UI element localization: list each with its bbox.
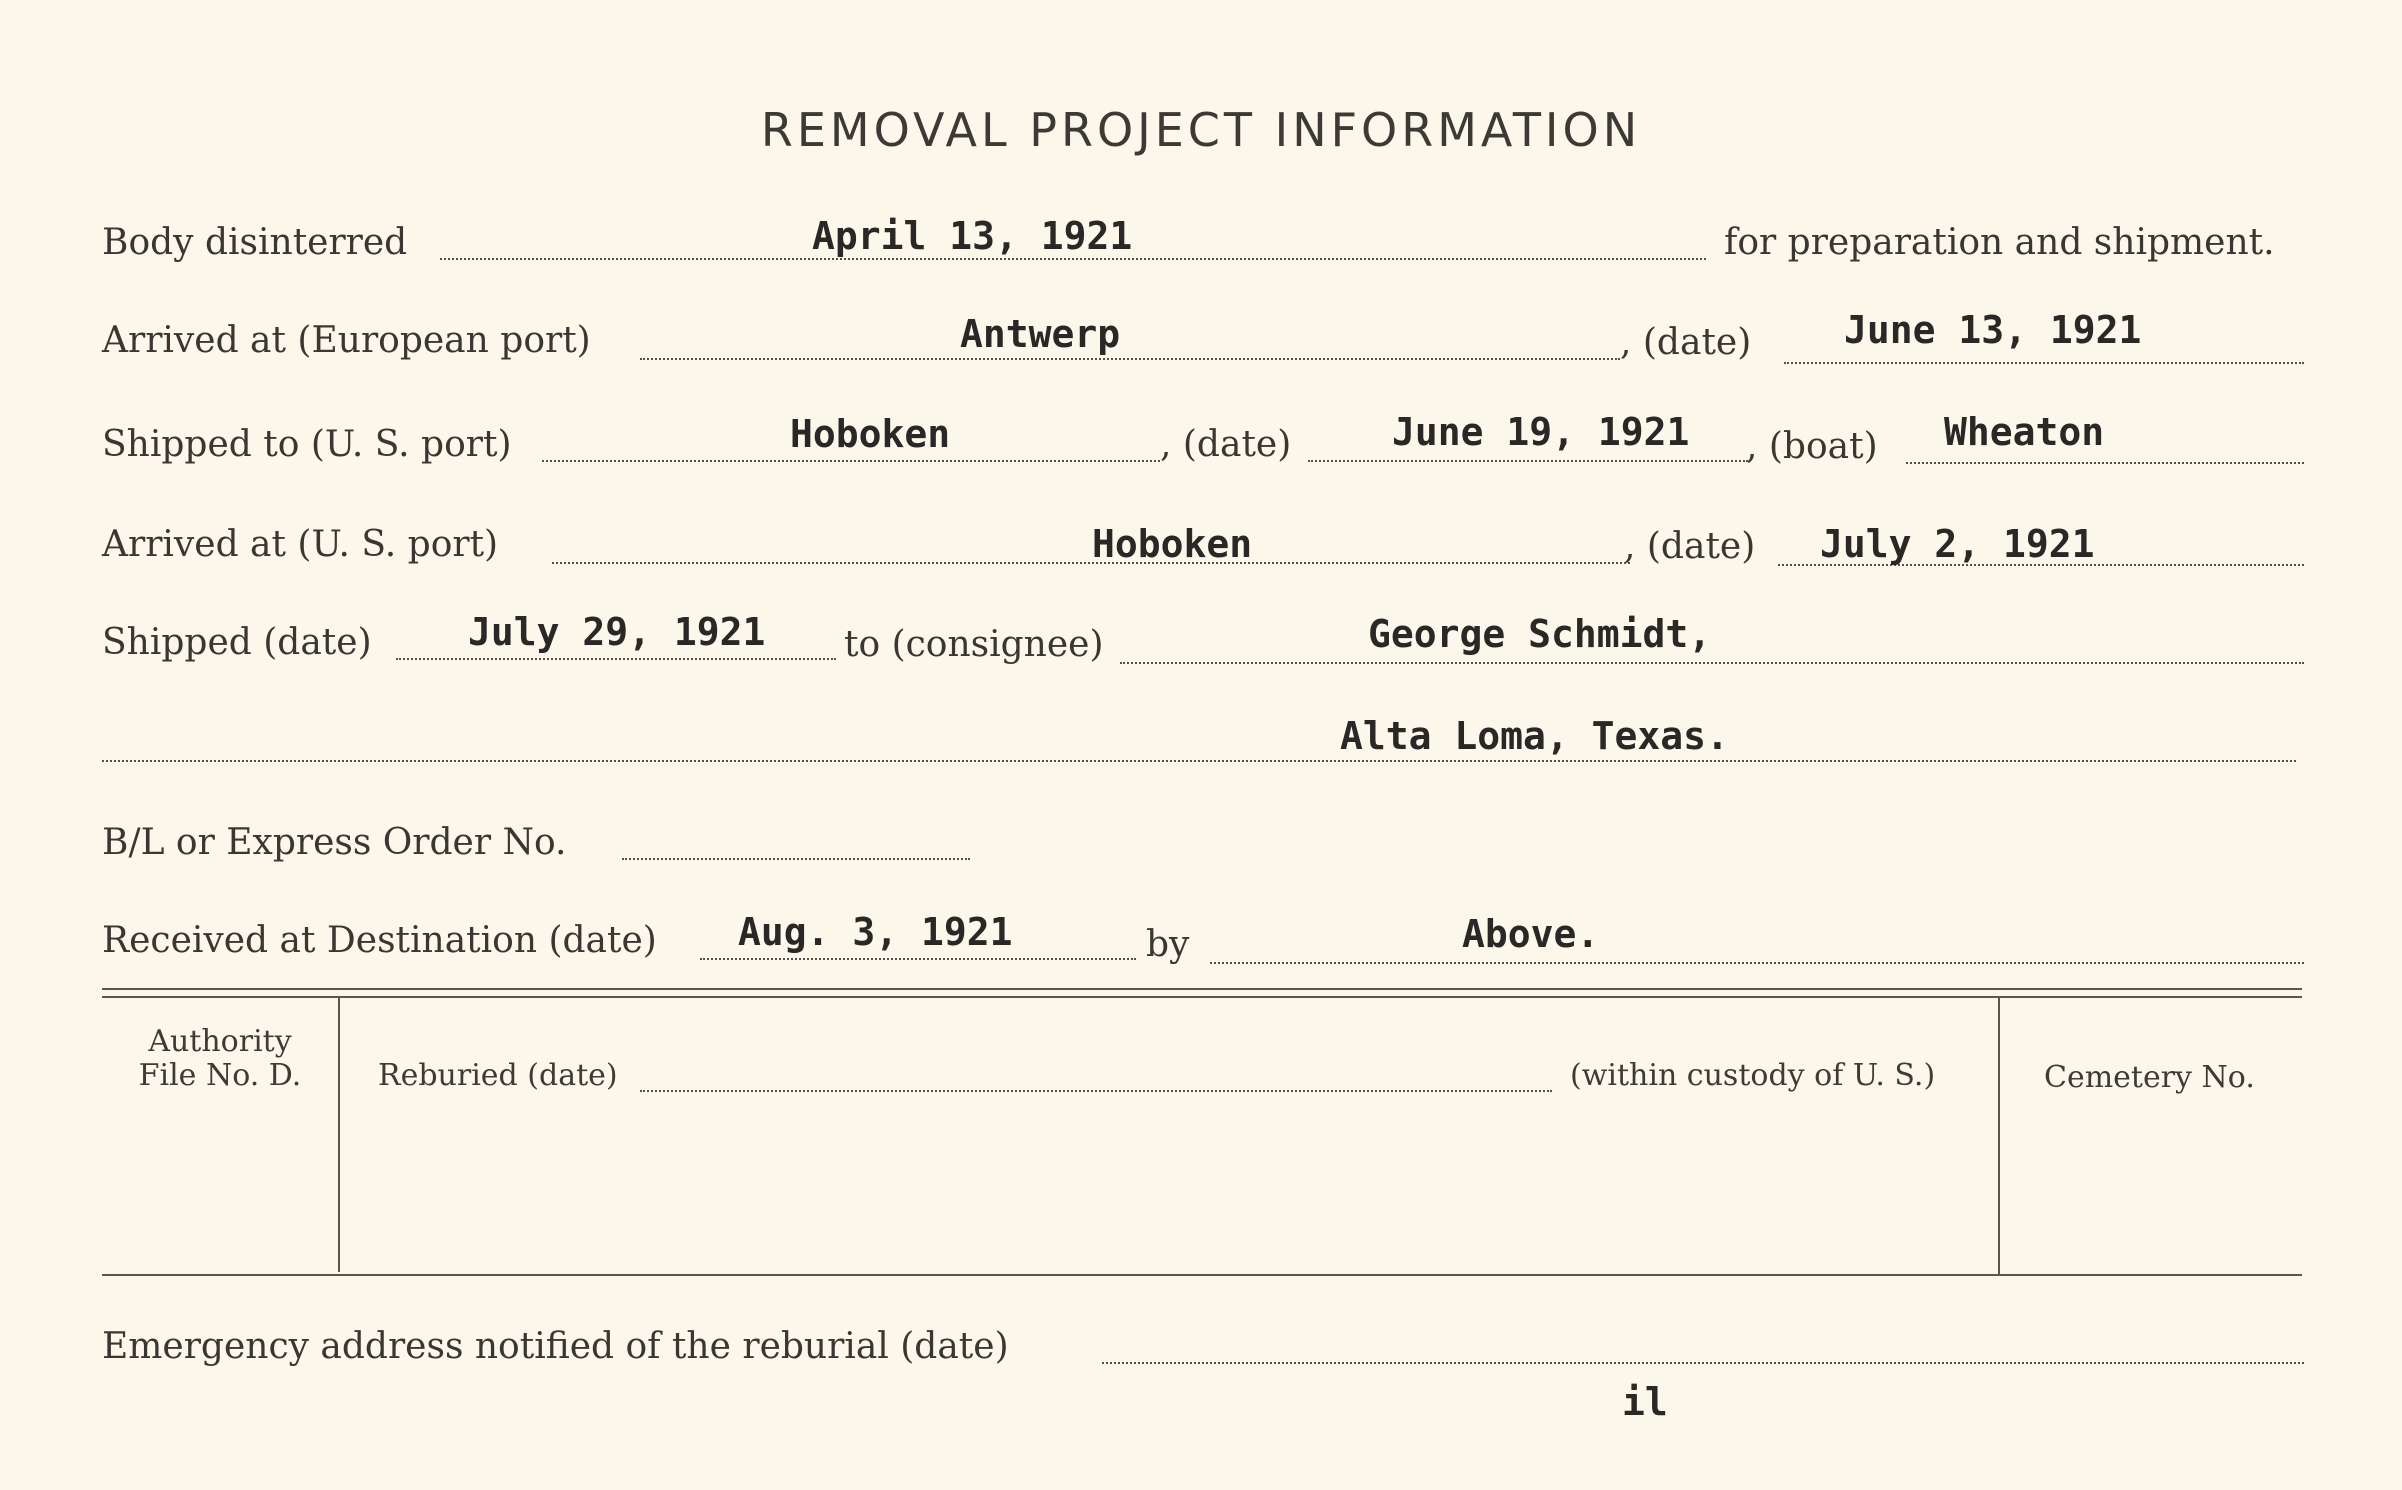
shipped-date-label: Shipped (date): [102, 622, 372, 663]
received-by-line: [1210, 962, 2304, 964]
shipped-us-boat-label: , (boat): [1746, 426, 1878, 467]
shipped-date: July 29, 1921: [468, 610, 766, 654]
cemetery-label: Cemetery No.: [2044, 1060, 2255, 1095]
address-line: [102, 760, 2296, 762]
arrived-us-date-label: , (date): [1624, 526, 1756, 567]
consignee-line: [1120, 662, 2304, 664]
shipped-us-date-label: , (date): [1160, 424, 1292, 465]
arrived-european-date-line: [1784, 362, 2304, 364]
shipped-us-port-line: [542, 460, 1160, 462]
custody-label: (within custody of U. S.): [1570, 1058, 1936, 1093]
reburied-line: [640, 1090, 1552, 1092]
box-top-rule-1: [102, 988, 2302, 990]
reburied-label: Reburied (date): [378, 1058, 618, 1093]
box-bottom-rule: [102, 1274, 2302, 1276]
bl-order-line: [622, 858, 970, 860]
shipped-us-date-line: [1308, 460, 1748, 462]
body-disinterred-label: Body disinterred: [102, 222, 408, 263]
authority-label-line2: File No. D.: [138, 1058, 302, 1093]
received-date-line: [700, 958, 1136, 960]
body-disinterred-line: [440, 258, 1706, 260]
arrived-european-line: [640, 358, 1620, 360]
authority-label-line1: Authority: [148, 1024, 292, 1059]
arrived-european-label: Arrived at (European port): [102, 320, 591, 361]
arrived-european-date: June 13, 1921: [1844, 308, 2142, 352]
arrived-european-date-label: , (date): [1620, 322, 1752, 363]
emergency-label: Emergency address notified of the reburial (date): [102, 1326, 1009, 1367]
card-mark: il: [1622, 1380, 1668, 1424]
received-by: Above.: [1462, 912, 1600, 956]
arrived-us-date: July 2, 1921: [1820, 522, 2095, 566]
box-top-rule-2: [102, 996, 2302, 998]
received-by-label: by: [1146, 924, 1190, 965]
bl-order-label: B/L or Express Order No.: [102, 822, 567, 863]
box-divider-right: [1998, 996, 2000, 1274]
arrived-european-port: Antwerp: [960, 312, 1121, 356]
consignee-label: to (consignee): [844, 624, 1104, 665]
consignee-address: Alta Loma, Texas.: [1340, 714, 1729, 758]
shipped-us-date: June 19, 1921: [1392, 410, 1690, 454]
shipped-us-port: Hoboken: [790, 412, 951, 456]
box-divider-left: [338, 996, 340, 1272]
body-disinterred-suffix: for preparation and shipment.: [1724, 222, 2275, 263]
received-label: Received at Destination (date): [102, 920, 657, 961]
shipped-us-boat-line: [1906, 462, 2304, 464]
shipped-us-label: Shipped to (U. S. port): [102, 424, 512, 465]
body-disinterred-value: April 13, 1921: [812, 214, 1133, 258]
arrived-us-port-line: [552, 562, 1630, 564]
received-date: Aug. 3, 1921: [738, 910, 1013, 954]
emergency-line: [1102, 1362, 2304, 1364]
arrived-us-label: Arrived at (U. S. port): [102, 524, 499, 565]
consignee-name: George Schmidt,: [1368, 612, 1712, 656]
card-title: REMOVAL PROJECT INFORMATION: [760, 103, 1642, 157]
shipped-date-line: [396, 658, 836, 660]
shipped-us-boat: Wheaton: [1944, 410, 2105, 454]
arrived-us-port: Hoboken: [1092, 522, 1253, 566]
